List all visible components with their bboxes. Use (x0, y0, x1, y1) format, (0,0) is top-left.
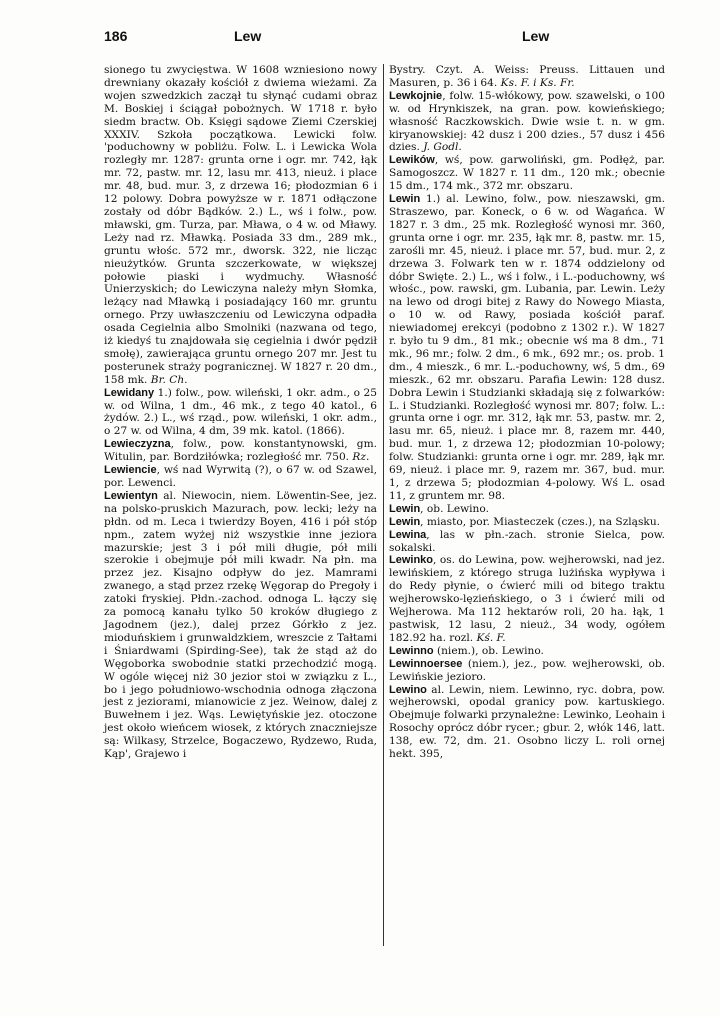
dictionary-entry (104, 490, 377, 761)
entry-signature: Kś. F. (476, 631, 506, 644)
entry-text: Bystry. Czyt. A. Weiss: Preuss. Littauen und Masuren, p. 36 i 64. (389, 64, 665, 89)
entry-headword: Lewin (389, 515, 421, 528)
entry-headword: Lewinno (389, 644, 434, 657)
entry-text: (niem.), ob. Lewino. (433, 644, 544, 657)
entry-text: , folw. 15-włókowy, pow. szawelski, o 100 w. od Hrynkiszek, na gran. pow. kowieńskiego; własność Raczkowskich. Dwie wsie t. n. w gm. kiryanowskiej: 42 dusz i 200 dzies., 57 dusz i 456 dzies. (389, 89, 665, 154)
page-number: 186 (104, 28, 128, 44)
entry-text: , folw., pow. konstantynowski, gm. Witulin, par. Bordziłówka; rozległość mr. 750. (104, 438, 377, 464)
entry-signature: Rz. (352, 451, 370, 464)
dictionary-entry (389, 529, 665, 555)
dictionary-entry (389, 516, 665, 529)
entry-text: , miasto, por. Miasteczek (czes.), na Szląsku. (420, 515, 661, 528)
dictionary-entry (389, 64, 665, 90)
entry-signature: Br. Ch. (150, 373, 188, 386)
entry-text: , las w płn.-zach. stronie Sielca, pow. sokalski. (389, 528, 665, 554)
entry-text: sionego tu zwycięstwa. W 1608 wzniesiono nowy drewniany okazały kościół z dwiema wieżami. Za wojen szwedzkich zaczął tu słynąć cudami obraz M. Boskiej i ściągał pobożnych. W 1718 r. było siedm bractw. Ob. Księgi sądowe Ziemi Czerskiej XXXIV. Szkoła początkowa. Lewicki folw. 'poduchowny w pobliżu. Folw. L. i Lewicka Wola rozległy mr. 1287: grunta orne i ogr. mr. 742, łąk mr. 72, pastw. mr. 12, lasu mr. 413, nieuż. i place mr. 48, bud. mur. 3, z drzewa 16; płodozmian 6 i 12 polowy. Dobra powyższe w r. 1871 odłączone zostały od dóbr Bądków. 2.) L., wś i folw., pow. mławski, gm. Turza, par. Mława, o 4 w. od Mławy. Leży nad rz. Mławką. Posiada 33 dm., 289 mk., gruntu włośc. 572 mr., dworsk. 322, nie licząc nieużytków. Grunta szczerkowate, w większej połowie piaski i wydmuchy. Własność Unierzyskich; do Lewiczyna należy młyn Słomka, leżący nad Mławką i posiadający 160 mr. gruntu ornego. Przy uwłaszczeniu od Lewiczyna odpadła osada Cegielnia albo Smolniki (nazwana od tego, iż kiedyś tu znajdowała się cegielnia i dwór pędził smołę), zawierająca gruntu ornego 207 mr. Jest tu posterunek straży pogranicznej. W 1827 r. 20 dm., 158 mk. (104, 64, 377, 386)
right-running-head: Lew (522, 28, 550, 44)
entry-text: , os. do Lewina, pow. wejherowski, nad jez. lewińskiem, z którego struga lużińska wypływa i do Redy płynie, o ćwierć mili od bitego traktu wejherowsko-lęzieńskiego, o 3 i ćwierć mili od Wejherowa. Ma 112 hektarów roli, 20 ha. łąk, 1 pastwisk, 12 lasu, 2 nieuż., 34 wody, ogółem 182.92 ha. rozl. (389, 554, 665, 644)
entry-signature: J. Godl. (423, 141, 462, 154)
dictionary-entry (104, 64, 377, 387)
dictionary-entry (389, 154, 665, 193)
dictionary-entry (104, 464, 377, 490)
dictionary-entry (389, 503, 665, 516)
dictionary-entry (389, 645, 665, 658)
column-divider (383, 64, 384, 946)
entry-headword: Lewina (389, 528, 427, 541)
entry-headword: Lewidany (104, 386, 155, 399)
entry-headword: Lewino (389, 683, 427, 696)
dictionary-entry (389, 554, 665, 644)
entry-headword: Lewinnoersee (389, 657, 463, 670)
entry-headword: Lewików (389, 154, 435, 167)
entry-text: 1.) folw., pow. wileński, 1 okr. adm., o 25 w. od Wilna, 1 dm., 46 mk., z tego 40 katol., 6 żydów. 2.) L., wś rząd., pow. wileński, 1 okr. adm., o 27 w. od Wilna, 4 dm, 39 mk. katol. (1866). (104, 386, 377, 438)
entry-headword: Lewientyn (104, 489, 158, 502)
page-header (104, 28, 662, 48)
dictionary-entry (389, 193, 665, 503)
entry-headword: Lewkojnie (389, 89, 443, 102)
left-running-head: Lew (234, 28, 262, 44)
entry-headword: Lewin (389, 193, 421, 206)
entry-headword: Lewieczyzna (104, 438, 171, 451)
left-column (104, 64, 377, 761)
entry-signature: Ks. F. i Ks. Fr. (500, 76, 575, 89)
dictionary-entry (389, 684, 665, 761)
entry-text: 1.) al. Lewino, folw., pow. nieszawski, gm. Straszewo, par. Koneck, o 6 w. od Wagańca. W 1827 r. 3 dm., 25 mk. Rozległość wynosi mr. 360, grunta orne i ogr. mr. 235, łąk mr. 8, pastw. mr. 15, zarośli mr. 45, nieuż. i place mr. 57, bud. mur. 2, z drzewa 3. Folwark ten w r. 1874 oddzielony od dóbr Swięte. 2.) L., wś i folw., i L.-poduchowny, wś włośc., pow. rawski, gm. Lubania, par. Lewin. Leży na lewo od drogi bitej z Rawy do Nowego Miasta, o 10 w. od Rawy, posiada kościół paraf. niewiadomej erekcyi (podobno z 1302 r.). W 1827 r. było tu 9 dm., 81 mk.; obecnie wś ma 8 dm., 71 mk., 96 mr.; folw. 2 dm., 6 mk., 692 mr.; os. prob. 1 dm., 4 mieszk., 6 mr. L.-poduchowny, wś, 5 dm., 69 mieszk., 62 mr. obszaru. Parafia Lewin: 128 dusz. Dobra Lewin i Studzianki składają się z folwarków: L. i Studzianki. Rozległość wynosi mr. 807; folw. L.: grunta orne i ogr. mr. 312, łąk mr. 53, pastw. mr. 2, lasu mr. 65, nieuż. i place mr. 8, razem mr. 440, bud. mur. 1, z drzewa 12; płodozmian 10-polowy; folw. Studzianki: grunta orne i ogr. mr. 289, łąk mr. 69, nieuż. i place mr. 9, razem mr. 367, bud. mur. 1, z drzewa 5; płodozmian 4-polowy. Wś L. osad 11, z gruntem mr. 98. (389, 193, 665, 502)
entry-text: , wś nad Wyrwitą (?), o 67 w. od Szawel, por. Lewenci. (104, 464, 377, 489)
entry-headword: Lewinko (389, 554, 434, 567)
entry-text: (niem.), jez., pow. wejherowski, ob. Lewińskie jezioro. (389, 657, 665, 683)
right-column (389, 64, 665, 761)
dictionary-entry (104, 438, 377, 464)
dictionary-entry (104, 387, 377, 439)
entry-headword: Lewin (389, 502, 421, 515)
entry-text: , ob. Lewino. (420, 502, 489, 515)
dictionary-entry (389, 90, 665, 155)
entry-text: , wś, pow. garwoliński, gm. Podłęż, par. Samogoszcz. W 1827 r. 11 dm., 120 mk.; obecnie 15 dm., 174 mk., 372 mr. obszaru. (389, 154, 665, 193)
entry-headword: Lewiencie (104, 464, 157, 477)
dictionary-entry (389, 658, 665, 684)
entry-text: al. Niewocin, niem. Löwentin-See, jez. na polsko-pruskich Mazurach, pow. lecki; leży na płdn. od m. Leca i twierdzy Boyen, 416 i pół stóp npm., zatem wyżej niż wszystkie inne jeziora mazurskie; jest 3 i pół mili długie, pół mili szerokie i obejmuje pół mili kwadr. Na płn. ma przez jez. Kisajno odpływ do jez. Mamrami zwanego, a stąd przez rzekę Węgorap do Pregoły i zatoki fryskiej. Płdn.-zachod. odnoga L. łączy się za pomocą kanału tylko 50 kroków długiego z Jagodnem (jez.), dalej przez Górkło z jez. mioduńskiem i grunwaldzkiem, wreszcie z Tałtami i Śniardwami (Spirding-See), tak że stąd aż do Węgoborka swobodnie statki przechodzić mogą. W ogóle więcej niż 30 jezior stoi w związku z L., bo i jego południowo-wschodnia odnoga złączona jest z jeziorami, mianowicie z jez. Weinow, dalej z Buwełnem i jez. Wąs. Lewiętyńskie jez. otoczone jest około wieńcem wiosek, z których znaczniejsze są: Wilkasy, Strzelce, Bogaczewo, Rydzewo, Ruda, Kąp', Grajewo i (104, 489, 377, 761)
entry-text: al. Lewin, niem. Lewinno, ryc. dobra, pow. wejherowski, opodal granicy pow. kartuskiego. Obejmuje folwarki przynależne: Lewinko, Leohain i Rosochy oprócz dóbr rycer.; gbur. 2, włók 146, latt. 138, ew. 72, dm. 21. Osobno liczy L. roli ornej hekt. 395, (389, 683, 665, 761)
